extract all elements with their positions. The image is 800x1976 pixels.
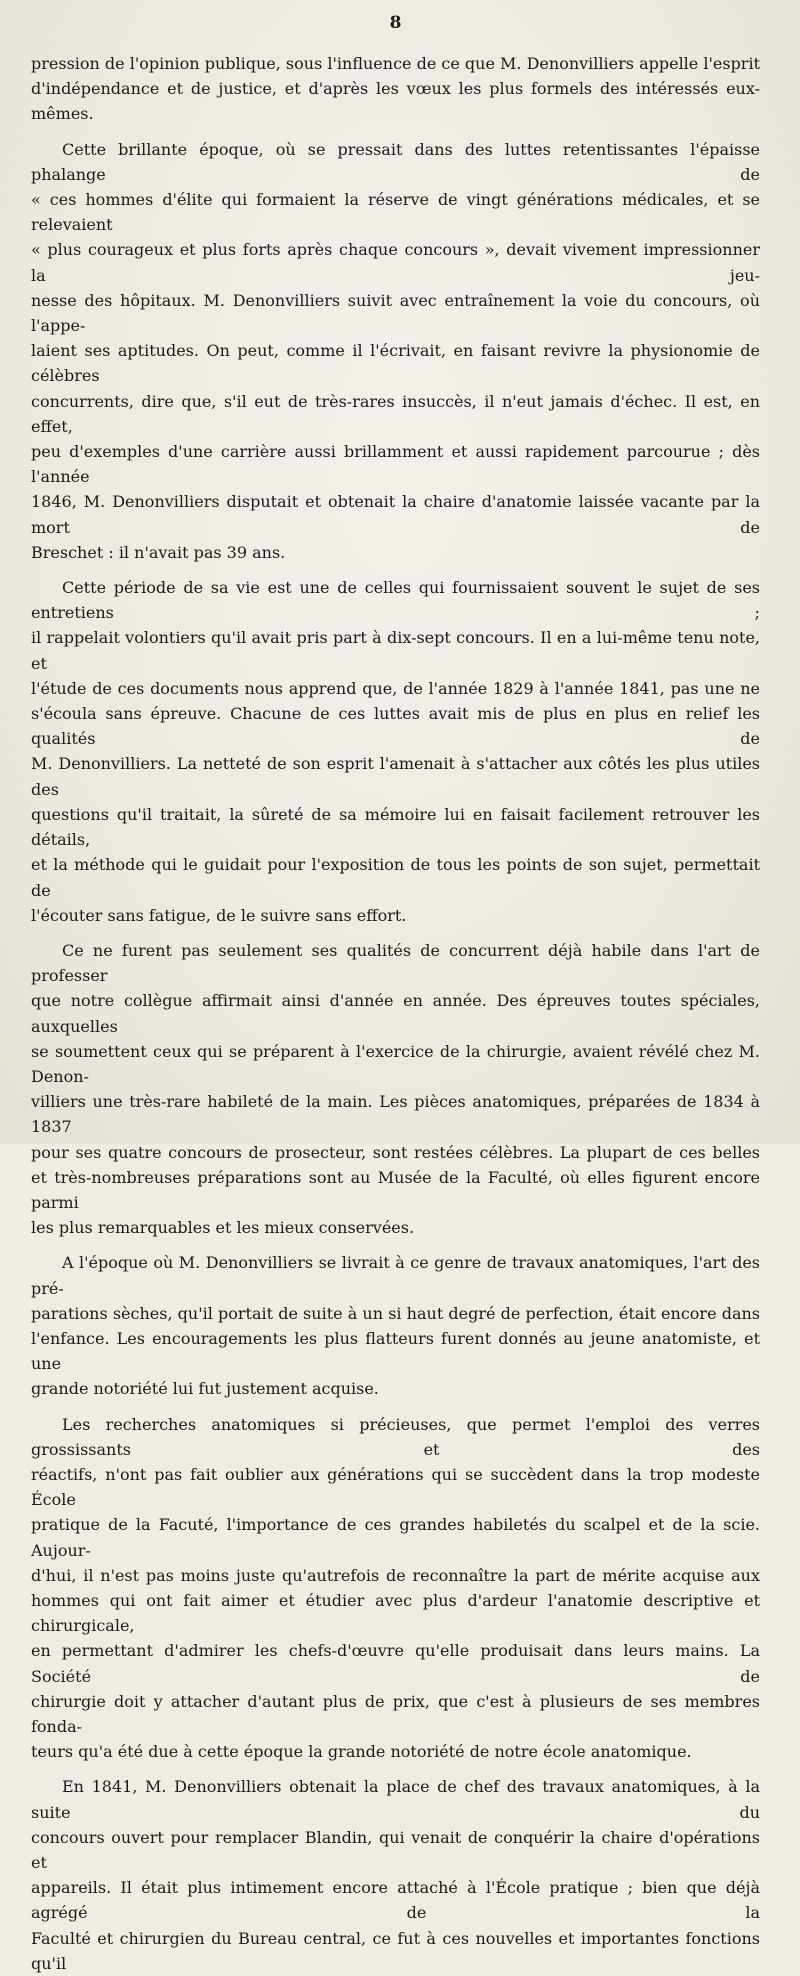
text-line: A l'époque où M. Denonvilliers se livrait à ce genre de travaux anatomiques, l'art des pré-	[31, 1253, 760, 1298]
paragraph	[31, 1774, 760, 1976]
text-line: pratique de la Facuté, l'importance de ces grandes habiletés du scalpel et de la scie. Aujour-	[31, 1515, 760, 1560]
text-line: Ce ne furent pas seulement ses qualités de concurrent déjà habile dans l'art de professer	[31, 940, 760, 986]
paragraph	[31, 137, 760, 565]
text-line: il rappelait volontiers qu'il avait pris part à dix-sept concours. Il en a lui-même tenu note, et	[31, 628, 760, 673]
text-line: se soumettent ceux qui se préparent à l'exercice de la chirurgie, avaient révélé chez M. Denon-	[31, 1041, 760, 1086]
paragraph	[31, 938, 760, 1240]
text-line: 1846, M. Denonvilliers disputait et obtenait la chaire d'anatomie laissée vacante par la mort de	[31, 492, 760, 537]
paragraph	[31, 575, 760, 928]
paragraph	[31, 1250, 760, 1401]
text-line: parations sèches, qu'il portait de suite à un si haut degré de perfection, était encore dans	[31, 1303, 760, 1323]
text-line: chirurgie doit y attacher d'autant plus de prix, que c'est à plusieurs de ses membres fonda-	[31, 1691, 760, 1736]
text-line: En 1841, M. Denonvilliers obtenait la place de chef des travaux anatomiques, à la suite du	[31, 1777, 760, 1822]
text-line: et très-nombreuses préparations sont au Musée de la Faculté, où elles figurent encore parmi	[31, 1167, 760, 1212]
text-line: Cette brillante époque, où se pressait dans des luttes retentissantes l'épaisse phalange de	[31, 139, 760, 184]
text-line: pour ses quatre concours de prosecteur, sont restées célèbres. La plupart de ces belles	[31, 1142, 760, 1162]
paragraph	[31, 51, 760, 127]
text-line: Breschet : il n'avait pas 39 ans.	[31, 542, 286, 562]
text-line: réactifs, n'ont pas fait oublier aux générations qui se succèdent dans la trop modeste École	[31, 1464, 760, 1510]
text-line: Cette période de sa vie est une de celles qui fournissaient souvent le sujet de ses entretiens ;	[31, 578, 760, 623]
text-line: d'hui, il n'est pas moins juste qu'autrefois de reconnaître la part de mérite acquise aux	[31, 1565, 760, 1585]
text-line: laient ses aptitudes. On peut, comme il l'écrivait, en faisant revivre la physionomie de célèbres	[31, 341, 760, 386]
text-line: teurs qu'a été due à cette époque la grande notoriété de notre école anatomique.	[31, 1742, 692, 1762]
text-body	[31, 51, 760, 1976]
text-line: l'étude de ces documents nous apprend que, de l'année 1829 à l'année 1841, pas une ne	[31, 678, 760, 698]
text-line: nesse des hôpitaux. M. Denonvilliers suivit avec entraînement la voie du concours, où l'appe-	[31, 290, 760, 336]
text-line: concours ouvert pour remplacer Blandin, qui venait de conquérir la chaire d'opérations et	[31, 1827, 760, 1873]
text-line: s'écoula sans épreuve. Chacune de ces luttes avait mis de plus en plus en relief les qualités de	[31, 704, 760, 749]
paragraph	[31, 1412, 760, 1765]
text-line: grande notoriété lui fut justement acquise.	[31, 1379, 379, 1399]
page-number: 8	[389, 13, 402, 33]
text-line: et la méthode qui le guidait pour l'exposition de tous les points de son sujet, permettait de	[31, 855, 760, 900]
text-line: d'indépendance et de justice, et d'après les vœux les plus formels des intéressés eux-mêmes.	[31, 79, 760, 124]
text-line: « plus courageux et plus forts après chaque concours », devait vivement impressionner la jeu-	[31, 240, 760, 285]
text-line: villiers une très-rare habileté de la main. Les pièces anatomiques, préparées de 1834 à 1837	[31, 1092, 760, 1137]
text-line: les plus remarquables et les mieux conservées.	[31, 1218, 415, 1238]
text-line: en permettant d'admirer les chefs-d'œuvre qu'elle produisait dans leurs mains. La Société de	[31, 1641, 760, 1686]
text-line: peu d'exemples d'une carrière aussi brillamment et aussi rapidement parcourue ; dès l'année	[31, 442, 760, 487]
text-line: l'enfance. Les encouragements les plus flatteurs furent donnés au jeune anatomiste, et une	[31, 1328, 760, 1374]
text-line: appareils. Il était plus intimement encore attaché à l'École pratique ; bien que déjà agrégé de la	[31, 1878, 760, 1923]
text-line: que notre collègue affirmait ainsi d'année en année. Des épreuves toutes spéciales, auxquelles	[31, 991, 760, 1036]
text-line: Les recherches anatomiques si précieuses, que permet l'emploi des verres grossissants et des	[31, 1414, 760, 1459]
text-line: pression de l'opinion publique, sous l'influence de ce que M. Denonvilliers appelle l'esprit	[31, 54, 760, 73]
text-line: l'écouter sans fatigue, de le suivre sans effort.	[31, 905, 407, 925]
text-line: « ces hommes d'élite qui formaient la réserve de vingt générations médicales, et se relevaient	[31, 190, 760, 235]
text-line: concurrents, dire que, s'il eut de très-rares insuccès, il n'eut jamais d'échec. Il est, en effet,	[31, 391, 760, 436]
text-line: questions qu'il traitait, la sûreté de sa mémoire lui en faisait facilement retrouver les détails,	[31, 804, 760, 850]
text-line: hommes qui ont fait aimer et étudier avec plus d'ardeur l'anatomie descriptive et chirurgicale,	[31, 1590, 760, 1636]
text-line: M. Denonvilliers. La netteté de son esprit l'amenait à s'attacher aux côtés les plus utiles des	[31, 754, 760, 799]
text-line: Faculté et chirurgien du Bureau central, ce fut à ces nouvelles et importantes fonctions qu'il	[31, 1928, 760, 1973]
